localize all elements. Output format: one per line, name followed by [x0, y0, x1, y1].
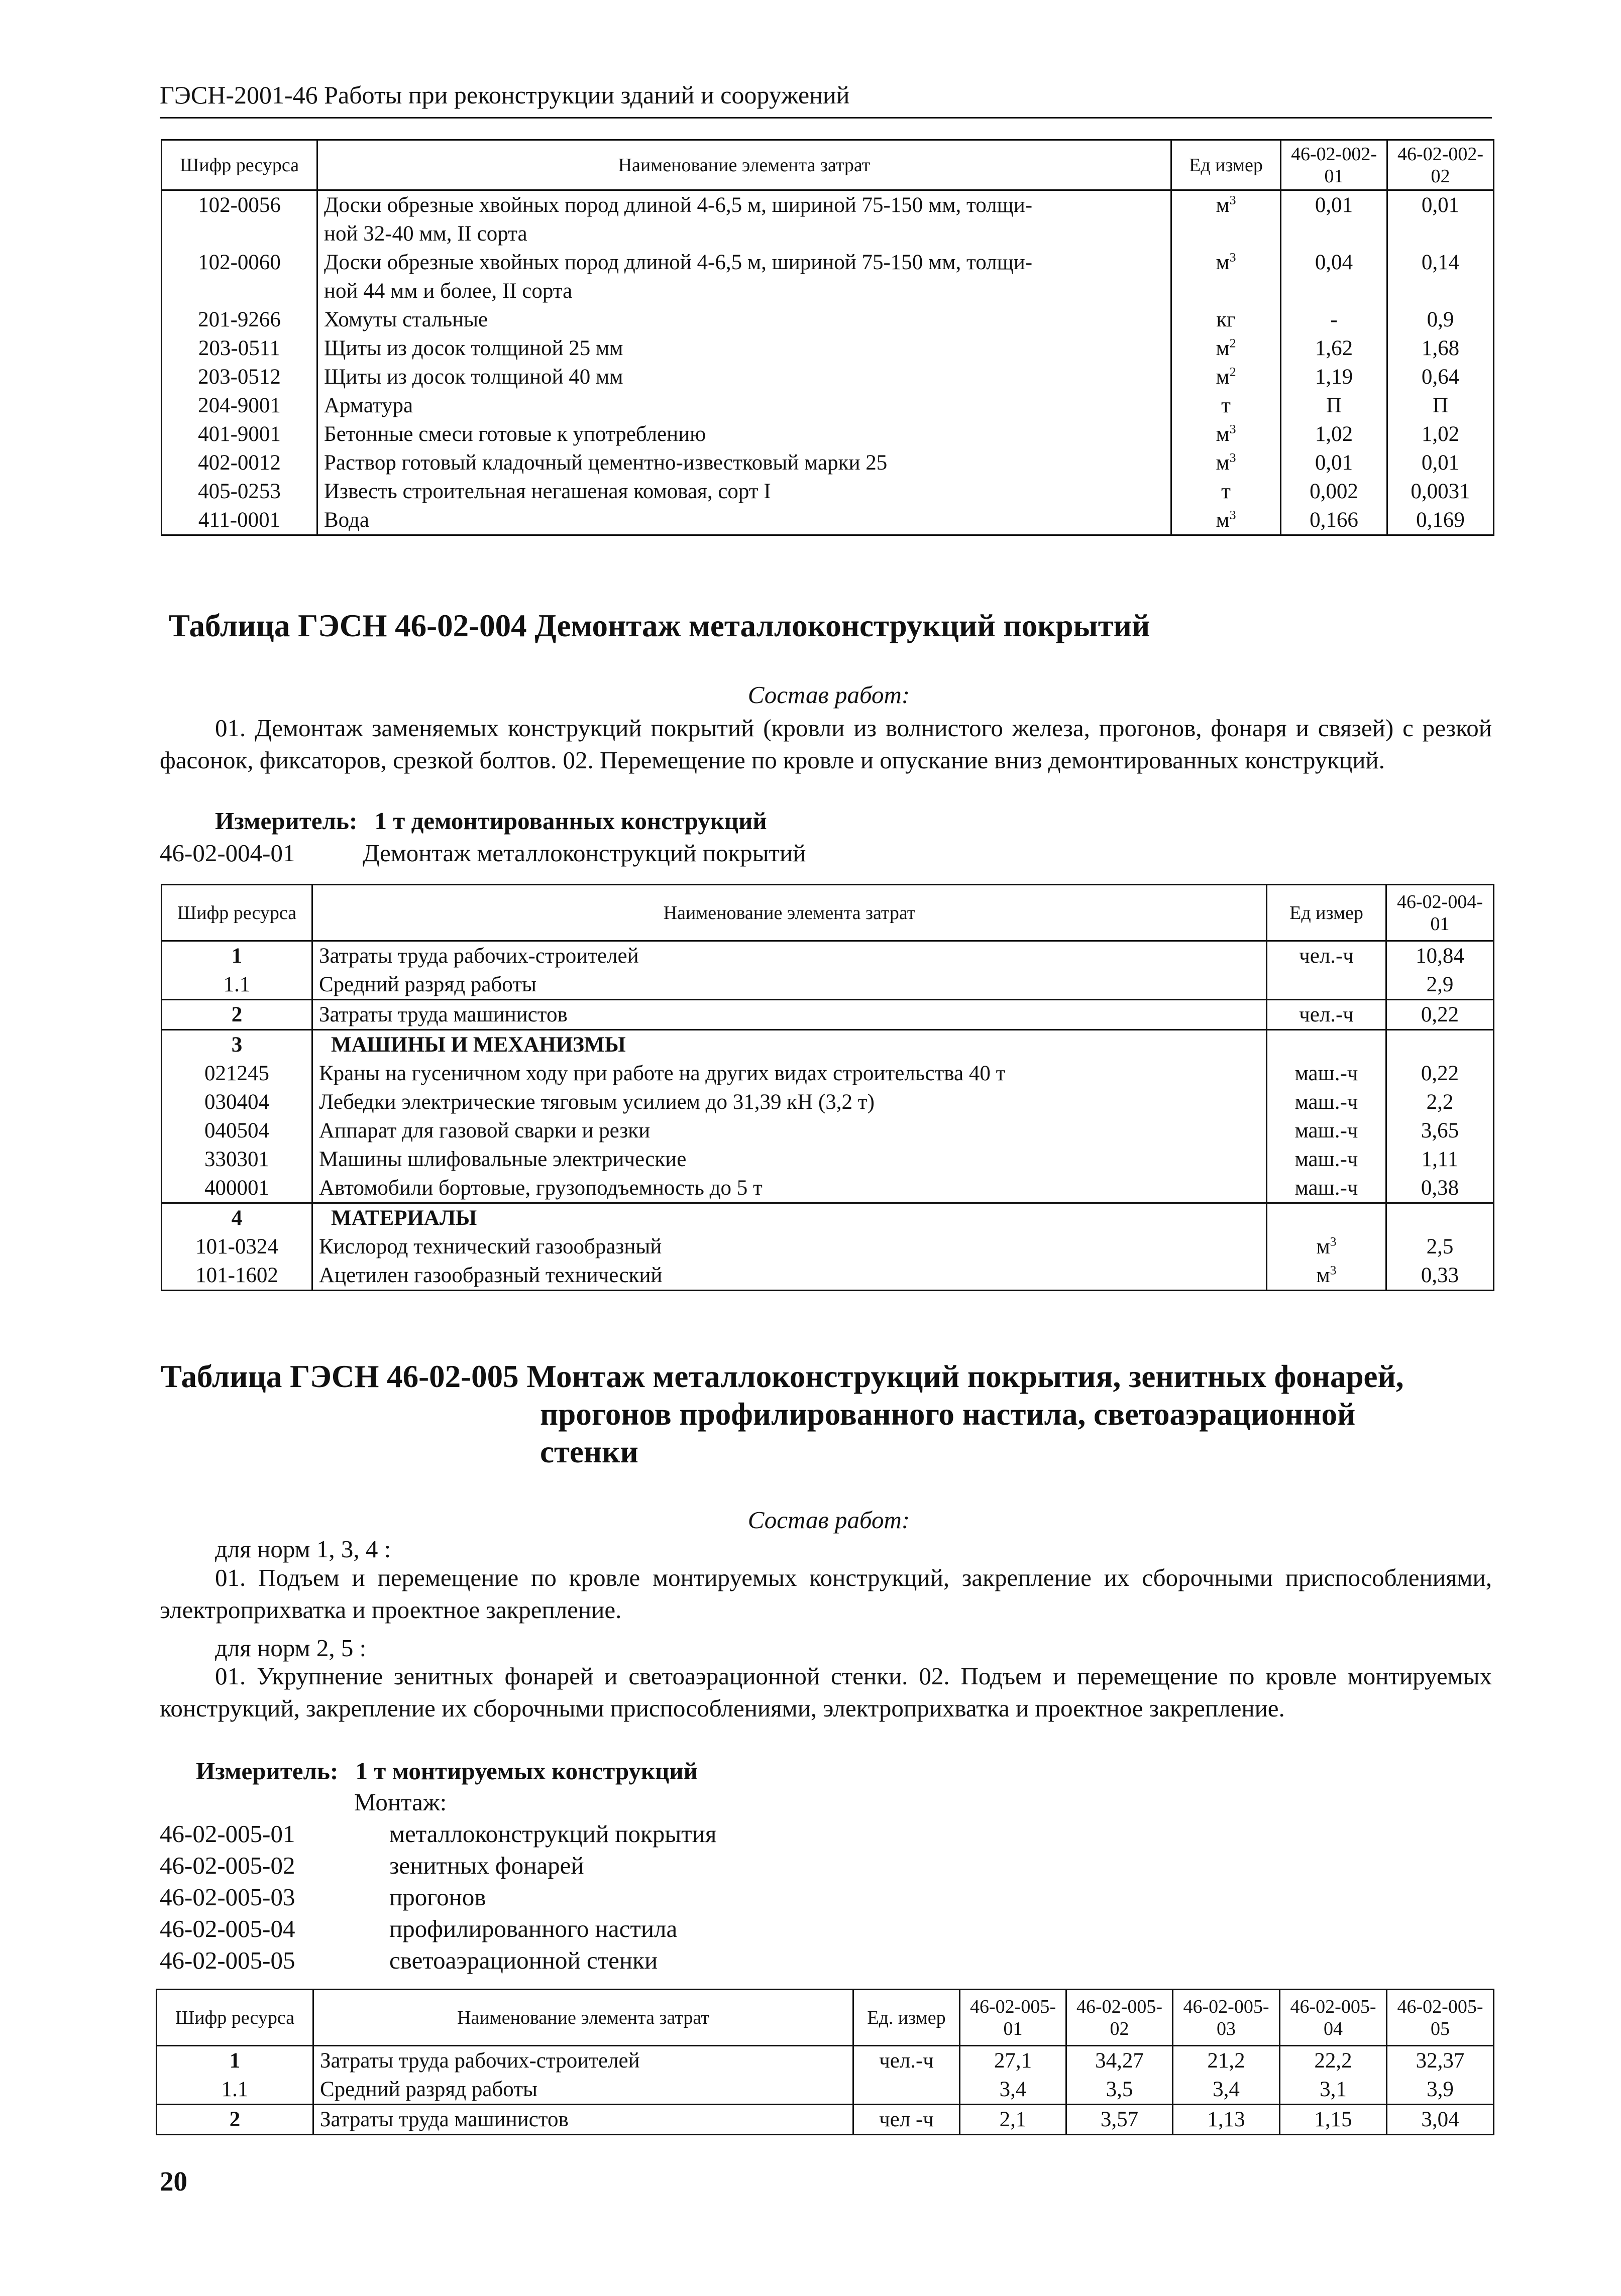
- table-row: [162, 363, 1494, 391]
- measure-line: [215, 807, 767, 835]
- norm-value: 2,5: [1386, 1232, 1494, 1261]
- unit: [1267, 970, 1386, 1000]
- resource-code: 021245: [162, 1059, 312, 1088]
- norm-value: 2,1: [960, 2105, 1066, 2135]
- norm-name: прогонов: [389, 1883, 486, 1911]
- norm-value: 3,65: [1386, 1116, 1494, 1145]
- col-header-code: Шифр ресурса: [162, 885, 312, 941]
- unit: чел -ч: [853, 2105, 960, 2135]
- norm-value: 1,68: [1387, 334, 1494, 363]
- montazh-label: Монтаж:: [354, 1788, 447, 1816]
- norm-value: 3,57: [1066, 2105, 1173, 2135]
- norm-value: 2,9: [1386, 970, 1494, 1000]
- unit: $м^2$: [1171, 363, 1281, 391]
- resource-code: 1: [162, 941, 312, 971]
- resource-table-46-02-005: [156, 1989, 1494, 2135]
- unit: чел.-ч: [853, 2046, 960, 2076]
- resource-name: Затраты труда рабочих-строителей: [313, 2046, 853, 2076]
- norm-value: 1,02: [1281, 420, 1387, 448]
- unit: $м^2$: [1171, 334, 1281, 363]
- work-composition-text-2: [160, 1660, 1492, 1725]
- resource-code: 203-0511: [162, 334, 317, 363]
- unit: маш.-ч: [1267, 1088, 1386, 1116]
- norm-value: 3,4: [960, 2075, 1066, 2105]
- norm-value: 1,15: [1280, 2105, 1387, 2135]
- norm-value: 3,4: [1173, 2075, 1280, 2105]
- unit: чел.-ч: [1267, 1000, 1386, 1030]
- measure-line: [196, 1757, 698, 1785]
- measure-value: 1 т демонтированных конструкций: [374, 807, 767, 835]
- resource-code: 2: [162, 1000, 312, 1030]
- resource-table-46-02-002: [161, 139, 1494, 536]
- resource-code: 401-9001: [162, 420, 317, 448]
- resource-code: 3: [162, 1030, 312, 1060]
- unit: кг: [1171, 305, 1281, 334]
- norm-value: П: [1387, 391, 1494, 420]
- measure-label: Измеритель:: [196, 1757, 339, 1785]
- section-heading: МАТЕРИАЛЫ: [312, 1203, 1267, 1233]
- resource-name-line: ной 32-40 мм, II сорта: [324, 222, 527, 246]
- resource-name-line: Доски обрезные хвойных пород длиной 4-6,5 м, шириной 75-150 мм, толщи-: [324, 251, 1033, 274]
- resource-name: Машины шлифовальные электрические: [312, 1145, 1267, 1174]
- resource-code: 400001: [162, 1174, 312, 1203]
- measure-value: 1 т монтируемых конструкций: [355, 1757, 698, 1785]
- norm-value: 3,1: [1280, 2075, 1387, 2105]
- norm-value: 32,37: [1387, 2046, 1494, 2076]
- resource-name-line: Щиты из досок толщиной 40 мм: [324, 365, 623, 389]
- unit: $м^3$: [1171, 248, 1281, 305]
- col-header-norm: 46-02-005-02: [1066, 1990, 1173, 2046]
- resource-name: Затраты труда машинистов: [312, 1000, 1267, 1030]
- unit: чел.-ч: [1267, 941, 1386, 971]
- resource-name: Средний разряд работы: [312, 970, 1267, 1000]
- norm-code: 46-02-005-03: [160, 1883, 295, 1911]
- work-composition-text: [160, 712, 1492, 776]
- table-row: [162, 1232, 1494, 1261]
- resource-code: 4: [162, 1203, 312, 1233]
- unit: маш.-ч: [1267, 1059, 1386, 1088]
- resource-name: Краны на гусеничном ходу при работе на других видах строительства 40 т: [312, 1059, 1267, 1088]
- resource-code: 1.1: [157, 2075, 313, 2105]
- col-header-name: Наименование элемента затрат: [317, 140, 1171, 190]
- col-header-norm: 46-02-005-01: [960, 1990, 1066, 2046]
- table-row: [157, 2075, 1494, 2105]
- resource-code: 101-0324: [162, 1232, 312, 1261]
- norm-value: 0,64: [1387, 363, 1494, 391]
- resource-name: [317, 477, 1171, 506]
- resource-name-line: Известь строительная негашеная комовая, сорт I: [324, 480, 771, 503]
- unit: $м^3$: [1267, 1232, 1386, 1261]
- resource-code: 1.1: [162, 970, 312, 1000]
- unit: [1267, 1203, 1386, 1233]
- unit: маш.-ч: [1267, 1116, 1386, 1145]
- norm-value: 1,02: [1387, 420, 1494, 448]
- resource-code: 330301: [162, 1145, 312, 1174]
- resource-name: [317, 305, 1171, 334]
- col-header-name: Наименование элемента затрат: [312, 885, 1267, 941]
- norm-name: зенитных фонарей: [389, 1852, 584, 1879]
- col-header-unit: Ед измер: [1267, 885, 1386, 941]
- norm-code: 46-02-004-01: [160, 839, 295, 867]
- norm-value: 21,2: [1173, 2046, 1280, 2076]
- table-row: [162, 1203, 1494, 1233]
- norm-value: 3,9: [1387, 2075, 1494, 2105]
- table-row: [162, 420, 1494, 448]
- norm-code: 46-02-005-05: [160, 1946, 295, 1974]
- resource-code: 405-0253: [162, 477, 317, 506]
- norm-code: 46-02-005-01: [160, 1820, 295, 1848]
- resource-name: [317, 391, 1171, 420]
- norms-scope-2: для норм 2, 5 :: [215, 1634, 367, 1662]
- unit: маш.-ч: [1267, 1145, 1386, 1174]
- norm-value: 0,9: [1387, 305, 1494, 334]
- resource-code: 101-1602: [162, 1261, 312, 1291]
- norm-value: 0,0031: [1387, 477, 1494, 506]
- work-composition-heading: Состав работ:: [747, 1506, 910, 1534]
- table-row: [157, 2046, 1494, 2076]
- resource-name: Затраты труда рабочих-строителей: [312, 941, 1267, 971]
- title-line-2: прогонов профилированного настила, светоаэрационной: [540, 1397, 1356, 1432]
- resource-code: 201-9266: [162, 305, 317, 334]
- resource-name: Ацетилен газообразный технический: [312, 1261, 1267, 1291]
- resource-code: 204-9001: [162, 391, 317, 420]
- unit: $м^3$: [1171, 190, 1281, 249]
- table-title-46-02-004: Таблица ГЭСН 46-02-004 Демонтаж металлоконструкций покрытий: [169, 608, 1150, 643]
- norm-value: 3,04: [1387, 2105, 1494, 2135]
- resource-code: 102-0056: [162, 190, 317, 249]
- resource-code: 040504: [162, 1116, 312, 1145]
- norm-name: светоаэрационной стенки: [389, 1946, 658, 1974]
- table-row: [162, 941, 1494, 971]
- table-row: [162, 448, 1494, 477]
- table-row: [162, 1174, 1494, 1203]
- resource-code: 1: [157, 2046, 313, 2076]
- resource-name-line: Арматура: [324, 394, 413, 417]
- unit: т: [1171, 477, 1281, 506]
- norm-value: 1,62: [1281, 334, 1387, 363]
- work-composition-heading: Состав работ:: [747, 681, 910, 709]
- table-row: [162, 190, 1494, 249]
- norms-scope-1: для норм 1, 3, 4 :: [215, 1535, 391, 1563]
- table-row: [157, 2105, 1494, 2135]
- paragraph-text: 01. Подъем и перемещение по кровле монтируемых конструкций, закрепление их сборочными приспособлениями, электроприхватка и проектное закрепление.: [160, 1564, 1492, 1624]
- resource-name-line: Доски обрезные хвойных пород длиной 4-6,5 м, шириной 75-150 мм, толщи-: [324, 193, 1033, 217]
- table-row: [162, 1059, 1494, 1088]
- norm-name: металлоконструкций покрытия: [389, 1820, 717, 1848]
- norm-value: 0,33: [1386, 1261, 1494, 1291]
- norm-value: 34,27: [1066, 2046, 1173, 2076]
- col-header-name: Наименование элемента затрат: [313, 1990, 853, 2046]
- norm-value: 0,01: [1387, 190, 1494, 249]
- norm-name: профилированного настила: [389, 1915, 678, 1942]
- running-header: ГЭСН-2001-46 Работы при реконструкции зданий и сооружений: [160, 81, 850, 109]
- norm-value: 0,22: [1386, 1000, 1494, 1030]
- unit: [1267, 1030, 1386, 1060]
- unit: $м^3$: [1171, 448, 1281, 477]
- norm-name: Демонтаж металлоконструкций покрытий: [363, 839, 806, 867]
- work-composition-text-1: [160, 1562, 1492, 1626]
- col-header-unit: Ед измер: [1171, 140, 1281, 190]
- col-header-norm: 46-02-005-04: [1280, 1990, 1387, 2046]
- measure-label: Измеритель:: [215, 807, 358, 835]
- table-title-46-02-005: [161, 1358, 1404, 1395]
- resource-name: Аппарат для газовой сварки и резки: [312, 1116, 1267, 1145]
- table-row: [162, 506, 1494, 535]
- resource-name: [317, 190, 1171, 249]
- norm-value: 22,2: [1280, 2046, 1387, 2076]
- resource-name-line: Щиты из досок толщиной 25 мм: [324, 336, 623, 360]
- unit: $м^3$: [1171, 506, 1281, 535]
- resource-name: Автомобили бортовые, грузоподъемность до 5 т: [312, 1174, 1267, 1203]
- title-line-3: стенки: [540, 1434, 638, 1469]
- header-rule: [160, 117, 1492, 119]
- norm-value: 0,01: [1281, 190, 1387, 249]
- table-row: [162, 1000, 1494, 1030]
- norm-value: 0,22: [1386, 1059, 1494, 1088]
- table-row: [162, 1030, 1494, 1060]
- resource-name: [317, 506, 1171, 535]
- norm-value: 0,169: [1387, 506, 1494, 535]
- page-number: 20: [160, 2166, 187, 2197]
- col-header-norm: 46-02-002-02: [1387, 140, 1494, 190]
- table-row: [162, 305, 1494, 334]
- norm-value: [1386, 1203, 1494, 1233]
- norm-code: 46-02-005-02: [160, 1852, 295, 1879]
- unit: [853, 2075, 960, 2105]
- table-row: [162, 1261, 1494, 1291]
- unit: маш.-ч: [1267, 1174, 1386, 1203]
- resource-name: [317, 248, 1171, 305]
- table-row: [162, 1145, 1494, 1174]
- unit: т: [1171, 391, 1281, 420]
- norm-value: 0,14: [1387, 248, 1494, 305]
- norm-value: 0,166: [1281, 506, 1387, 535]
- table-row: [162, 1088, 1494, 1116]
- table-row: [162, 1116, 1494, 1145]
- norm-value: 27,1: [960, 2046, 1066, 2076]
- norm-value: 0,01: [1387, 448, 1494, 477]
- resource-code: 030404: [162, 1088, 312, 1116]
- resource-code: 2: [157, 2105, 313, 2135]
- resource-name-line: ной 44 мм и более, II сорта: [324, 279, 573, 303]
- resource-name: [317, 334, 1171, 363]
- col-header-code: Шифр ресурса: [162, 140, 317, 190]
- resource-name-line: Хомуты стальные: [324, 308, 488, 331]
- resource-code: 411-0001: [162, 506, 317, 535]
- resource-name: Лебедки электрические тяговым усилием до 31,39 кН (3,2 т): [312, 1088, 1267, 1116]
- table-row: [162, 391, 1494, 420]
- resource-code: 102-0060: [162, 248, 317, 305]
- resource-name-line: Бетонные смеси готовые к употреблению: [324, 422, 706, 446]
- table-row: [162, 970, 1494, 1000]
- resource-table-46-02-004: [161, 884, 1494, 1291]
- norm-value: [1386, 1030, 1494, 1060]
- norm-value: 1,13: [1173, 2105, 1280, 2135]
- resource-name: Кислород технический газообразный: [312, 1232, 1267, 1261]
- norm-value: 0,04: [1281, 248, 1387, 305]
- resource-name: [317, 420, 1171, 448]
- norm-value: 1,19: [1281, 363, 1387, 391]
- norm-value: -: [1281, 305, 1387, 334]
- resource-name-line: Вода: [324, 508, 369, 532]
- norm-value: 0,002: [1281, 477, 1387, 506]
- paragraph-text: 01. Укрупнение зенитных фонарей и светоаэрационной стенки. 02. Подъем и перемещение по кровле монтируемых конструкций, закрепление их сборочными приспособлениями, электроприхватка и проектное закрепление.: [160, 1662, 1492, 1722]
- table-row: [162, 477, 1494, 506]
- norm-value: 10,84: [1386, 941, 1494, 971]
- norm-value: 2,2: [1386, 1088, 1494, 1116]
- col-header-norm: 46-02-002-01: [1281, 140, 1387, 190]
- norm-value: П: [1281, 391, 1387, 420]
- resource-name: [317, 448, 1171, 477]
- table-row: [162, 248, 1494, 305]
- paragraph-text: 01. Демонтаж заменяемых конструкций покрытий (кровли из волнистого железа, прогонов, фонаря и связей) с резкой фасонок, фиксаторов, срезкой болтов. 02. Перемещение по кровле и опускание вниз демонтированных конструкций.: [160, 714, 1492, 774]
- col-header-norm: 46-02-005-03: [1173, 1990, 1280, 2046]
- resource-code: 203-0512: [162, 363, 317, 391]
- table-title-46-02-005-line3: [540, 1434, 638, 1470]
- norm-value: 0,01: [1281, 448, 1387, 477]
- resource-name-line: Раствор готовый кладочный цементно-известковый марки 25: [324, 451, 888, 475]
- col-header-unit: Ед. измер: [853, 1990, 960, 2046]
- unit: $м^3$: [1267, 1261, 1386, 1291]
- resource-code: 402-0012: [162, 448, 317, 477]
- title-line-1: Таблица ГЭСН 46-02-005 Монтаж металлоконструкций покрытия, зенитных фонарей,: [161, 1359, 1404, 1394]
- unit: $м^3$: [1171, 420, 1281, 448]
- norm-value: 1,11: [1386, 1145, 1494, 1174]
- section-heading: МАШИНЫ И МЕХАНИЗМЫ: [312, 1030, 1267, 1060]
- norm-value: 0,38: [1386, 1174, 1494, 1203]
- resource-name: Затраты труда машинистов: [313, 2105, 853, 2135]
- col-header-code: Шифр ресурса: [157, 1990, 313, 2046]
- col-header-norm: 46-02-004-01: [1386, 885, 1494, 941]
- table-row: [162, 334, 1494, 363]
- resource-name: [317, 363, 1171, 391]
- col-header-norm: 46-02-005-05: [1387, 1990, 1494, 2046]
- table-title-46-02-005-line2: [540, 1396, 1355, 1433]
- norm-code: 46-02-005-04: [160, 1915, 295, 1942]
- norm-value: 3,5: [1066, 2075, 1173, 2105]
- resource-name: Средний разряд работы: [313, 2075, 853, 2105]
